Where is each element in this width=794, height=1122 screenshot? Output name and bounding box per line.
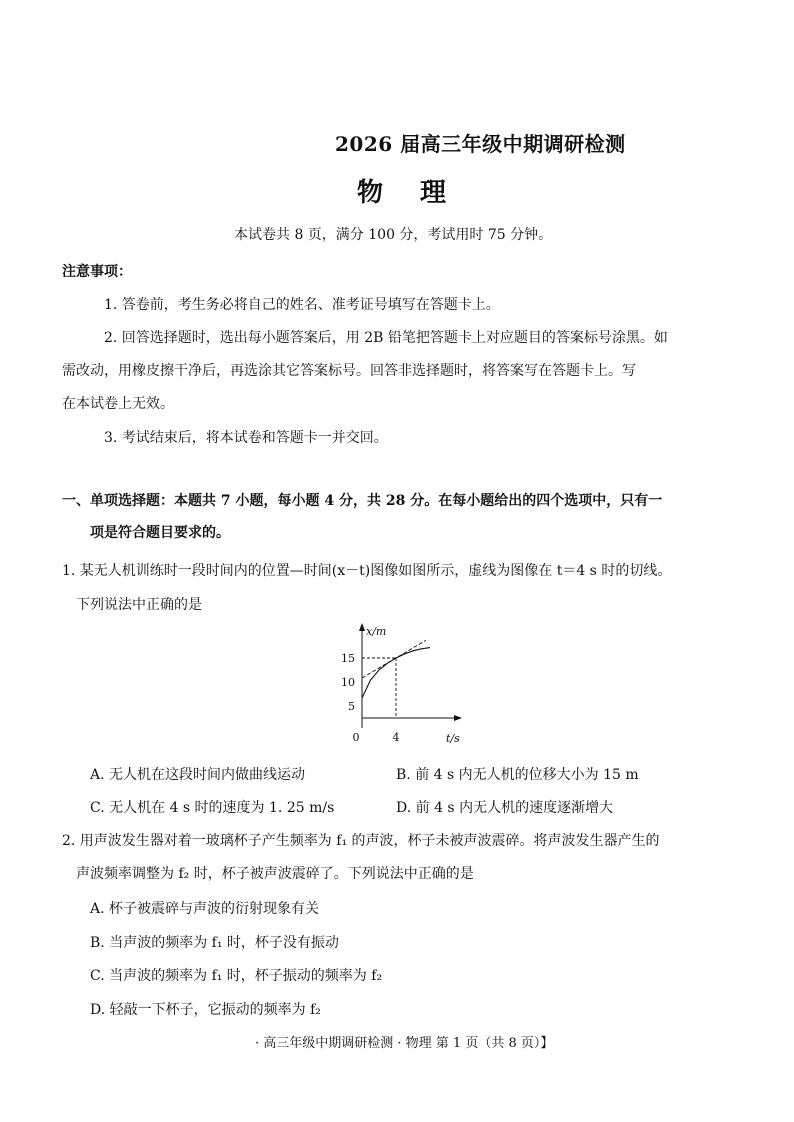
q2-option-d: D. 轻敲一下杯子，它振动的频率为 f₂ [90, 1002, 321, 1018]
position-time-graph [330, 615, 470, 750]
section-heading-line-2: 项是符合题目要求的。 [90, 525, 230, 541]
origin-label: 0 [352, 731, 360, 744]
notice-line-2: 2. 回答选择题时，选出每小题答案后，用 2B 铅笔把答题卡上对应题目的答案标号涂黑。如 [104, 330, 668, 346]
q2-option-b: B. 当声波的频率为 f₁ 时，杯子没有振动 [90, 935, 339, 951]
q1-stem-line-1: 1. 某无人机训练时一段时间内的位置—时间(x－t)图像如图所示，虚线为图像在 t＝4 s 时的切线。 [62, 563, 672, 579]
y-axis-arrow [359, 623, 365, 631]
q2-stem-line-2: 声波频率调整为 f₂ 时，杯子被声波震碎了。下列说法中正确的是 [76, 866, 474, 882]
page-footer: · 高三年级中期调研检测 · 物理 第 1 页（共 8 页）】 [255, 1036, 554, 1051]
y-axis-label: x/m [366, 625, 387, 638]
x-tick-label: 4 [392, 731, 400, 744]
q1-option-a: A. 无人机在这段时间内做曲线运动 [90, 767, 306, 783]
y-tick-label: 15 [341, 652, 355, 665]
tangent-line [362, 640, 426, 678]
q1-option-c: C. 无人机在 4 s 时的速度为 1. 25 m/s [90, 800, 335, 816]
x-axis-label: t/s [446, 732, 460, 745]
q1-option-b: B. 前 4 s 内无人机的位移大小为 15 m [396, 767, 639, 783]
notice-line-3: 需改动，用橡皮擦干净后，再选涂其它答案标号。回答非选择题时，将答案写在答题卡上。写 [62, 363, 636, 379]
x-axis-arrow [454, 715, 462, 721]
subject-title: 物 理 [357, 178, 461, 208]
notice-line-4: 在本试卷上无效。 [62, 396, 174, 412]
notice-heading: 注意事项： [62, 264, 132, 280]
notice-line-1: 1. 答卷前，考生务必将自己的姓名、准考证号填写在答题卡上。 [104, 297, 500, 313]
q1-stem-line-2: 下列说法中正确的是 [76, 597, 202, 613]
y-tick-label: 5 [348, 700, 355, 713]
q1-option-d: D. 前 4 s 内无人机的速度逐渐增大 [396, 800, 614, 816]
notice-line-5: 3. 考试结束后，将本试卷和答题卡一并交回。 [104, 430, 388, 446]
section-heading-line-1: 一、单项选择题：本题共 7 小题，每小题 4 分，共 28 分。在每小题给出的四个选项中，只有一 [62, 493, 663, 509]
q2-option-c: C. 当声波的频率为 f₁ 时，杯子振动的频率为 f₂ [90, 968, 383, 984]
exam-info: 本试卷共 8 页，满分 100 分，考试用时 75 分钟。 [234, 227, 553, 243]
q2-stem-line-1: 2. 用声波发生器对着一玻璃杯子产生频率为 f₁ 的声波，杯子未被声波震碎。将声波发生器产生的 [62, 833, 660, 849]
y-tick-label: 10 [341, 676, 355, 689]
exam-title: 2026 届高三年级中期调研检测 [335, 132, 626, 156]
q2-option-a: A. 杯子被震碎与声波的衍射现象有关 [90, 901, 320, 917]
